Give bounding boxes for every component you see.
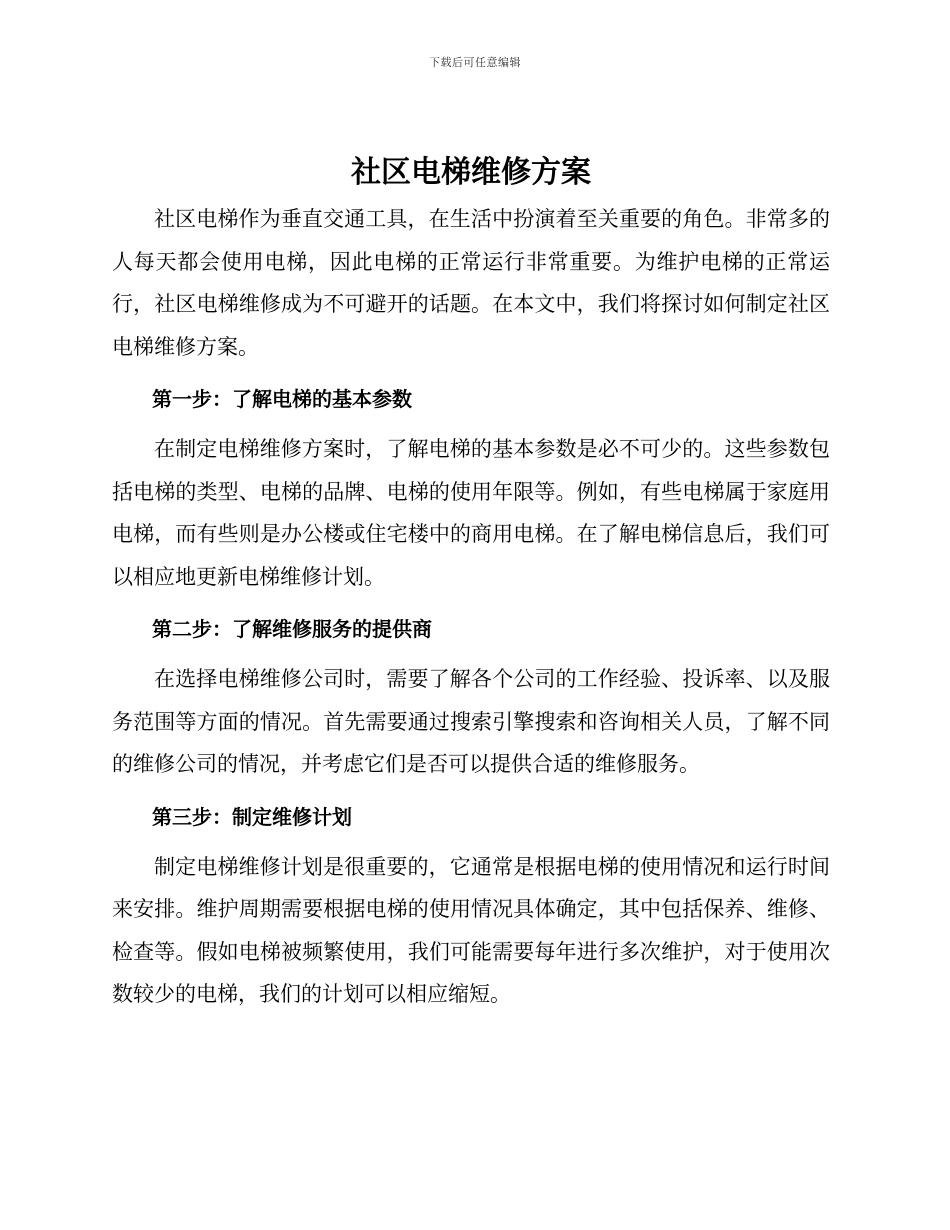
section-paragraph-step-1: 在制定电梯维修方案时，了解电梯的基本参数是必不可少的。这些参数包括电梯的类型、电梯的品牌、电梯的使用年限等。例如，有些电梯属于家庭用电梯，而有些则是办公楼或住宅楼中的商用电梯。在了解电梯信息后，我们可以相应地更新电梯维修计划。 [112, 437, 830, 589]
document-title: 社区电梯维修方案 [351, 155, 591, 190]
section-heading-step-1: 第一步：了解电梯的基本参数 [152, 387, 412, 411]
page-header-note: 下载后可任意编辑 [429, 56, 521, 69]
document-body [112, 148, 830, 1016]
section-heading-step-2: 第二步：了解维修服务的提供商 [152, 617, 432, 641]
section-heading-step-3: 第三步：制定维修计划 [152, 804, 352, 829]
section-paragraph-step-2: 在选择电梯维修公司时，需要了解各个公司的工作经验、投诉率、以及服务范围等方面的情况。首先需要通过搜索引擎搜索和咨询相关人员，了解不同的维修公司的情况，并考虑它们是否可以提供合适的维修服务。 [112, 667, 830, 776]
section-paragraph-step-3: 制定电梯维修计划是很重要的，它通常是根据电梯的使用情况和运行时间来安排。维护周期需要根据电梯的使用情况具体确定，其中包括保养、维修、检查等。假如电梯被频繁使用，我们可能需要每年进行多次维护，对于使用次数较少的电梯，我们的计划可以相应缩短。 [112, 854, 830, 1006]
intro-paragraph: 社区电梯作为垂直交通工具，在生活中扮演着至关重要的角色。非常多的人每天都会使用电梯，因此电梯的正常运行非常重要。为维护电梯的正常运行，社区电梯维修成为不可避开的话题。在本文中，我们将探讨如何制定社区电梯维修方案。 [112, 207, 830, 359]
